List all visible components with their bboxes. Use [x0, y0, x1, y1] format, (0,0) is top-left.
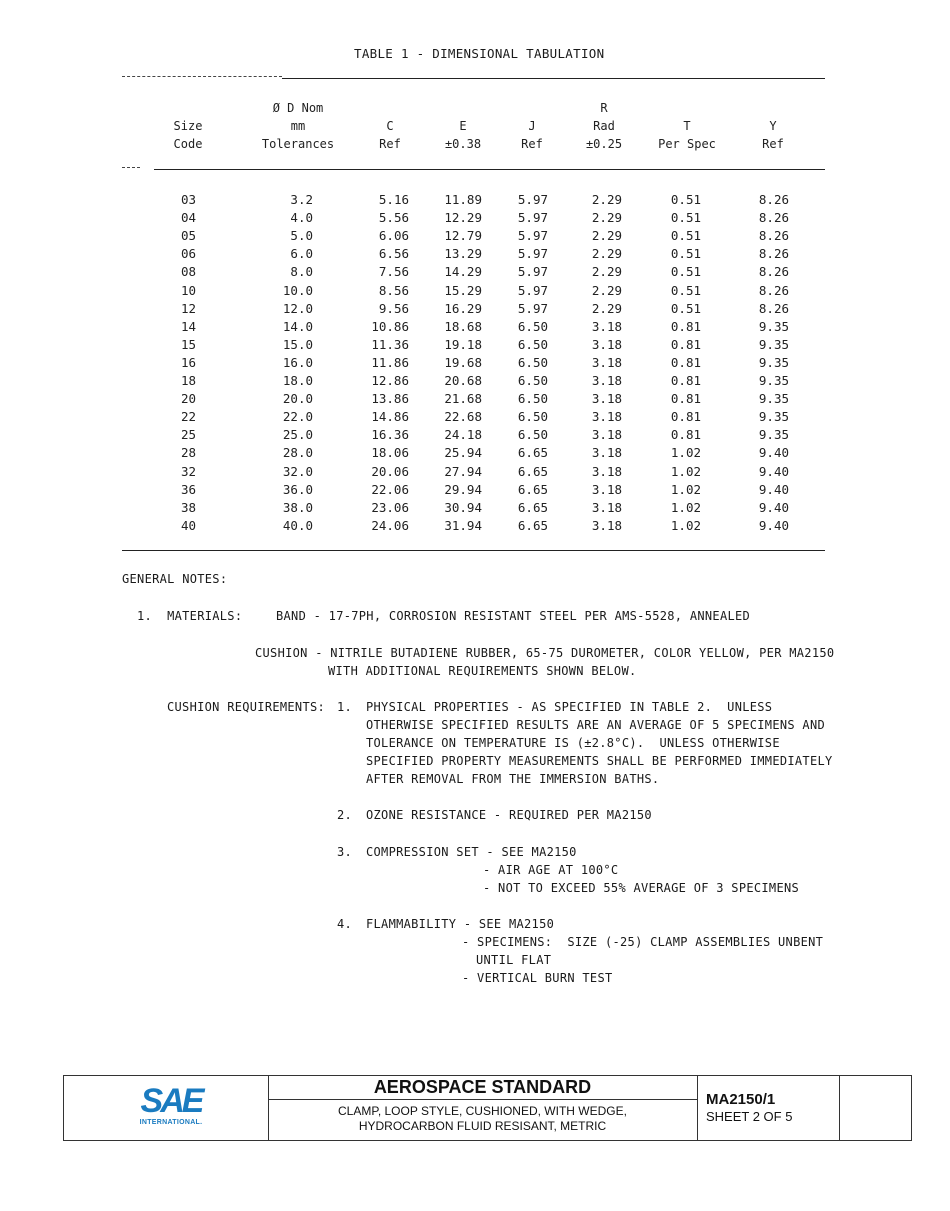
- table-cell: 32.0: [282, 463, 313, 479]
- document-number: MA2150/1: [706, 1091, 776, 1108]
- table-cell: 6.65: [517, 499, 548, 515]
- table-cell: 0.51: [670, 264, 701, 280]
- table-cell: 1.02: [670, 463, 701, 479]
- table-cell: 14.29: [444, 264, 482, 280]
- table-cell: 8.26: [758, 228, 789, 244]
- table-cell: 0.81: [670, 409, 701, 425]
- table-cell: 24.06: [371, 517, 409, 533]
- req-1-line: TOLERANCE ON TEMPERATURE IS (±2.8°C). UNLESS OTHERWISE: [366, 736, 780, 750]
- table-cell: 2.29: [591, 282, 622, 298]
- cushion-requirements-label: CUSHION REQUIREMENTS:: [167, 700, 326, 714]
- table-cell: 22.06: [371, 481, 409, 497]
- column-header: T: [683, 119, 691, 133]
- table-cell: 6.50: [517, 354, 548, 370]
- column-header: Code: [173, 137, 203, 151]
- table-cell: 30.94: [444, 499, 482, 515]
- column-header: Ø D Nom: [272, 101, 324, 115]
- sheet-number: SHEET 2 OF 5: [706, 1109, 793, 1124]
- table-cell: 16.36: [371, 427, 409, 443]
- table-cell: 19.18: [444, 336, 482, 352]
- column-header: Tolerances: [261, 137, 335, 151]
- table-cell: 6.50: [517, 373, 548, 388]
- table-cell: 3.18: [591, 391, 622, 407]
- table-cell: 3.18: [591, 427, 622, 443]
- req-1-line: PHYSICAL PROPERTIES - AS SPECIFIED IN TABLE 2. UNLESS: [366, 700, 773, 714]
- table-cell: 13.86: [371, 391, 409, 407]
- table-cell: 12.86: [371, 373, 409, 388]
- table-cell: 3.18: [591, 463, 622, 479]
- table-cell: 5.97: [517, 192, 548, 207]
- req-4-line: - VERTICAL BURN TEST: [462, 971, 613, 985]
- column-header: Ref: [379, 137, 401, 151]
- table-cell: 9.35: [758, 354, 789, 370]
- table-cell-size-code: 10: [180, 282, 196, 298]
- table-cell: 27.94: [444, 463, 482, 479]
- table-cell-size-code: 36: [180, 481, 196, 497]
- table-cell: 8.26: [758, 246, 789, 262]
- table-cell: 5.97: [517, 264, 548, 280]
- table-cell-size-code: 25: [180, 427, 196, 443]
- table-cell: 8.26: [758, 300, 789, 316]
- table-cell: 9.40: [758, 463, 789, 479]
- column-header: ±0.25: [585, 137, 623, 151]
- column-header: Ref: [521, 137, 543, 151]
- table-cell: 5.16: [378, 192, 409, 207]
- table-cell: 9.40: [758, 445, 789, 461]
- table-cell: 5.97: [517, 228, 548, 244]
- table-cell: 6.56: [378, 246, 409, 262]
- req-1-line: AFTER REMOVAL FROM THE IMMERSION BATHS.: [366, 772, 660, 786]
- table-cell: 1.02: [670, 445, 701, 461]
- table-cell: 2.29: [591, 210, 622, 226]
- table-cell-size-code: 03: [180, 192, 196, 207]
- table-cell: 25.94: [444, 445, 482, 461]
- table-cell-size-code: 28: [180, 445, 196, 461]
- table-cell: 5.97: [517, 210, 548, 226]
- table-cell: 0.51: [670, 210, 701, 226]
- description-line: CLAMP, LOOP STYLE, CUSHIONED, WITH WEDGE,: [338, 1104, 627, 1118]
- table-header-rule: [154, 169, 825, 170]
- standard-title: AEROSPACE STANDARD: [373, 1077, 592, 1097]
- table-cell: 0.81: [670, 336, 701, 352]
- table-cell-size-code: 08: [180, 264, 196, 280]
- table-cell: 1.02: [670, 481, 701, 497]
- document-description: [268, 1104, 697, 1134]
- table-cell-size-code: 18: [180, 373, 196, 388]
- table-cell: 5.0: [290, 228, 313, 244]
- table-cell: 6.06: [378, 228, 409, 244]
- table-cell: 22.0: [282, 409, 313, 425]
- title-block-divider: [839, 1076, 840, 1140]
- table-cell: 8.56: [378, 282, 409, 298]
- req-4-line: - SPECIMENS: SIZE (-25) CLAMP ASSEMBLIES UNBENT: [462, 935, 824, 949]
- table-cell: 6.50: [517, 427, 548, 443]
- table-cell: 4.0: [290, 210, 313, 226]
- table-cell: 9.40: [758, 517, 789, 533]
- table-top-rule: [282, 78, 825, 79]
- table-title: TABLE 1 - DIMENSIONAL TABULATION: [354, 46, 605, 61]
- column-header: mm: [290, 119, 306, 133]
- table-cell: 11.86: [371, 354, 409, 370]
- req-3-line: - AIR AGE AT 100°C: [483, 863, 619, 877]
- table-cell: 3.18: [591, 517, 622, 533]
- table-cell: 38.0: [282, 499, 313, 515]
- table-cell: 0.51: [670, 192, 701, 207]
- table-cell: 9.40: [758, 481, 789, 497]
- table-cell: 12.29: [444, 210, 482, 226]
- table-cell: 21.68: [444, 391, 482, 407]
- table-cell: 10.86: [371, 318, 409, 334]
- table-cell: 6.50: [517, 391, 548, 407]
- table-cell-size-code: 06: [180, 246, 196, 262]
- req-2-text: OZONE RESISTANCE - REQUIRED PER MA2150: [366, 808, 652, 822]
- column-header: ±0.38: [444, 137, 482, 151]
- table-cell: 40.0: [282, 517, 313, 533]
- table-cell-size-code: 32: [180, 463, 196, 479]
- table-cell: 15.29: [444, 282, 482, 298]
- table-cell: 3.18: [591, 445, 622, 461]
- table-cell: 9.35: [758, 427, 789, 443]
- table-cell: 2.29: [591, 300, 622, 316]
- title-block: [63, 1075, 912, 1141]
- req-4-line: FLAMMABILITY - SEE MA2150: [366, 917, 555, 931]
- req-2-number: 2.: [337, 808, 353, 822]
- table-cell: 3.18: [591, 409, 622, 425]
- column-header: Y: [769, 119, 777, 133]
- table-cell: 3.18: [591, 336, 622, 352]
- table-cell: 6.65: [517, 481, 548, 497]
- column-header: Ref: [762, 137, 784, 151]
- table-cell: 0.51: [670, 300, 701, 316]
- table-cell: 6.65: [517, 445, 548, 461]
- table-cell: 23.06: [371, 499, 409, 515]
- table-cell-size-code: 12: [180, 300, 196, 316]
- column-header: J: [528, 119, 536, 133]
- table-cell: 3.18: [591, 318, 622, 334]
- req-1-number: 1.: [337, 700, 353, 714]
- table-cell-size-code: 38: [180, 499, 196, 515]
- column-header: E: [459, 119, 467, 133]
- table-cell: 19.68: [444, 354, 482, 370]
- table-cell: 20.06: [371, 463, 409, 479]
- table-cell: 20.0: [282, 391, 313, 407]
- table-cell: 2.29: [591, 192, 622, 207]
- table-cell: 29.94: [444, 481, 482, 497]
- table-cell: 3.18: [591, 373, 622, 388]
- table-cell: 6.50: [517, 336, 548, 352]
- materials-label: 1. MATERIALS:: [137, 609, 243, 623]
- table-cell: 0.81: [670, 354, 701, 370]
- table-cell: 11.36: [371, 336, 409, 352]
- title-block-rule: [268, 1099, 697, 1100]
- table-cell: 1.02: [670, 499, 701, 515]
- table-cell: 1.02: [670, 517, 701, 533]
- table-cell-size-code: 04: [180, 210, 196, 226]
- sae-logo-subtext: INTERNATIONAL.: [139, 1119, 203, 1126]
- table-cell: 20.68: [444, 373, 482, 388]
- table-cell: 5.97: [517, 282, 548, 298]
- table-cell: 22.68: [444, 409, 482, 425]
- table-cell: 2.29: [591, 264, 622, 280]
- table-cell: 8.26: [758, 282, 789, 298]
- table-cell: 3.2: [290, 192, 313, 207]
- table-cell: 18.0: [282, 373, 313, 388]
- table-cell: 28.0: [282, 445, 313, 461]
- table-cell: 14.86: [371, 409, 409, 425]
- table-top-rule-dashed: [122, 76, 282, 77]
- cushion-line-2: WITH ADDITIONAL REQUIREMENTS SHOWN BELOW.: [328, 664, 637, 678]
- table-cell: 6.50: [517, 318, 548, 334]
- table-cell: 8.0: [290, 264, 313, 280]
- table-cell-size-code: 20: [180, 391, 196, 407]
- table-cell: 0.81: [670, 427, 701, 443]
- column-header: R: [600, 101, 608, 115]
- table-cell: 10.0: [282, 282, 313, 298]
- table-cell: 16.29: [444, 300, 482, 316]
- column-header: C: [386, 119, 394, 133]
- table-cell-size-code: 22: [180, 409, 196, 425]
- table-cell-size-code: 40: [180, 517, 196, 533]
- table-cell: 9.40: [758, 499, 789, 515]
- table-cell: 3.18: [591, 499, 622, 515]
- table-cell: 15.0: [282, 336, 313, 352]
- table-cell: 3.18: [591, 481, 622, 497]
- table-cell: 0.81: [670, 391, 701, 407]
- table-cell: 0.81: [670, 318, 701, 334]
- table-cell: 9.35: [758, 391, 789, 407]
- table-cell: 6.0: [290, 246, 313, 262]
- table-cell-size-code: 14: [180, 318, 196, 334]
- table-cell: 9.56: [378, 300, 409, 316]
- req-4-number: 4.: [337, 917, 353, 931]
- table-cell: 0.81: [670, 373, 701, 388]
- sae-logo-mark: SAE: [140, 1082, 202, 1120]
- table-cell: 5.56: [378, 210, 409, 226]
- notes-heading: GENERAL NOTES:: [122, 572, 228, 586]
- table-bottom-rule: [122, 550, 825, 551]
- table-cell: 18.06: [371, 445, 409, 461]
- cushion-line-1: CUSHION - NITRILE BUTADIENE RUBBER, 65-75 DUROMETER, COLOR YELLOW, PER MA2150: [255, 646, 835, 660]
- column-header: Size: [173, 119, 203, 133]
- table-cell: 8.26: [758, 192, 789, 207]
- band-text: BAND - 17-7PH, CORROSION RESISTANT STEEL PER AMS-5528, ANNEALED: [276, 609, 751, 623]
- column-header: Rad: [593, 119, 615, 133]
- table-cell: 8.26: [758, 210, 789, 226]
- sae-logo: [126, 1084, 216, 1132]
- table-cell: 0.51: [670, 282, 701, 298]
- req-1-line: SPECIFIED PROPERTY MEASUREMENTS SHALL BE PERFORMED IMMEDIATELY: [366, 754, 833, 768]
- table-cell: 14.0: [282, 318, 313, 334]
- title-block-divider: [697, 1076, 698, 1140]
- table-cell: 7.56: [378, 264, 409, 280]
- column-header: Per Spec: [658, 137, 716, 151]
- table-cell: 6.65: [517, 517, 548, 533]
- table-header-rule-dashed: [122, 167, 140, 168]
- table-cell: 8.26: [758, 264, 789, 280]
- table-cell: 3.18: [591, 354, 622, 370]
- table-cell: 9.35: [758, 318, 789, 334]
- table-cell: 31.94: [444, 517, 482, 533]
- req-3-line: - NOT TO EXCEED 55% AVERAGE OF 3 SPECIMENS: [483, 881, 800, 895]
- table-cell: 2.29: [591, 228, 622, 244]
- table-cell: 25.0: [282, 427, 313, 443]
- req-3-number: 3.: [337, 845, 353, 859]
- table-cell: 9.35: [758, 336, 789, 352]
- table-cell: 6.50: [517, 409, 548, 425]
- table-cell: 5.97: [517, 300, 548, 316]
- table-cell: 12.0: [282, 300, 313, 316]
- table-cell-size-code: 05: [180, 228, 196, 244]
- table-cell: 6.65: [517, 463, 548, 479]
- table-cell: 18.68: [444, 318, 482, 334]
- table-cell: 24.18: [444, 427, 482, 443]
- table-cell: 0.51: [670, 228, 701, 244]
- description-line: HYDROCARBON FLUID RESISANT, METRIC: [358, 1119, 607, 1133]
- table-cell: 12.79: [444, 228, 482, 244]
- table-cell: 16.0: [282, 354, 313, 370]
- table-cell: 11.89: [444, 192, 482, 207]
- req-4-line: UNTIL FLAT: [476, 953, 552, 967]
- table-cell-size-code: 16: [180, 354, 196, 370]
- table-cell: 9.35: [758, 373, 789, 388]
- table-cell: 2.29: [591, 246, 622, 262]
- table-cell-size-code: 15: [180, 336, 196, 352]
- table-cell: 0.51: [670, 246, 701, 262]
- table-cell: 13.29: [444, 246, 482, 262]
- table-cell: 5.97: [517, 246, 548, 262]
- table-cell: 9.35: [758, 409, 789, 425]
- table-cell: 36.0: [282, 481, 313, 497]
- req-3-line: COMPRESSION SET - SEE MA2150: [366, 845, 577, 859]
- req-1-line: OTHERWISE SPECIFIED RESULTS ARE AN AVERAGE OF 5 SPECIMENS AND: [366, 718, 826, 732]
